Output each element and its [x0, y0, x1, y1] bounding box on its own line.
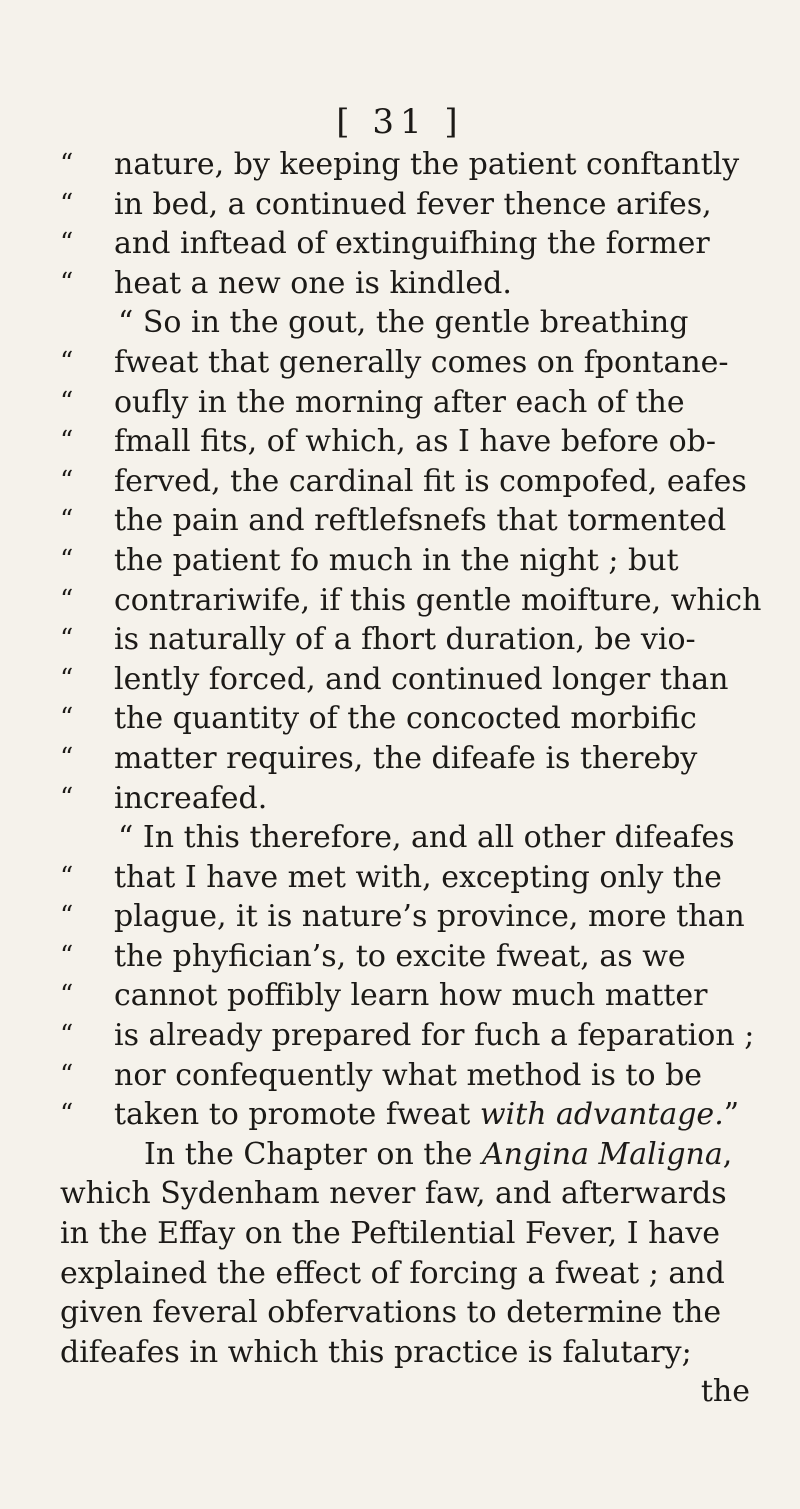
quote-mark: “ [60, 742, 74, 773]
text-line [60, 145, 750, 185]
quote-mark: “ [60, 624, 74, 655]
quote-mark: “ [60, 188, 74, 219]
text-segment: cannot poffibly learn how much matter [114, 978, 708, 1014]
text-line [60, 422, 750, 462]
text-line [60, 1174, 750, 1214]
italic-text: Angina Maligna [482, 1136, 723, 1172]
text-segment: taken to promote fweat [114, 1097, 480, 1133]
text-segment: explained the effect of forcing a fweat ; and [60, 1255, 725, 1291]
text-line [60, 779, 750, 819]
text-line [60, 383, 750, 423]
text-segment: fweat that generally comes on fpontane- [114, 344, 729, 380]
text-line [60, 1333, 750, 1373]
quote-mark: “ [60, 1020, 74, 1051]
text-line [60, 541, 750, 581]
text-segment: is naturally of a fhort duration, be vio- [114, 622, 696, 658]
quote-mark: “ [60, 782, 74, 813]
text-line [60, 620, 750, 660]
text-line [60, 224, 750, 264]
text-segment: in the Effay on the Peftilential Fever, I have [60, 1216, 721, 1252]
text-segment: is already prepared for fuch a feparation ; [114, 1018, 755, 1054]
quote-mark: “ [60, 1099, 74, 1130]
text-line [60, 1254, 750, 1294]
quote-mark: “ [60, 901, 74, 932]
quote-mark: “ [60, 980, 74, 1011]
text-line [60, 739, 750, 779]
text-segment: nor confequently what method is to be [114, 1057, 703, 1093]
text-segment: difeafes in which this practice is falutary; [60, 1334, 692, 1370]
text-segment: and inftead of extinguifhing the former [114, 226, 710, 262]
text-line [60, 1095, 750, 1135]
body-text [60, 145, 762, 1412]
text-line [60, 1214, 750, 1254]
quote-mark: “ [60, 505, 74, 536]
text-segment: nature, by keeping the patient conftantly [114, 147, 740, 182]
text-line [60, 501, 750, 541]
quote-mark: “ [60, 228, 74, 259]
text-line [60, 581, 762, 621]
text-segment: which Sydenham never faw, and afterwards [60, 1176, 727, 1212]
text-segment: given feveral obfervations to determine the [60, 1295, 722, 1331]
text-line [60, 1135, 750, 1175]
text-line [60, 897, 750, 937]
quote-mark: “ [60, 1059, 74, 1090]
text-segment: increafed. [114, 780, 268, 816]
text-segment: fmall fits, of which, as I have before ob- [114, 424, 716, 460]
text-segment: that I have met with, excepting only the [114, 859, 722, 895]
quote-mark: “ [60, 149, 74, 179]
quote-mark: “ [60, 267, 74, 298]
quote-mark: “ [60, 663, 74, 694]
page-number: [ 31 ] [336, 102, 464, 142]
text-segment: “ In this therefore, and all other difeafes [118, 820, 735, 856]
text-line [60, 1056, 750, 1096]
quote-mark: “ [60, 940, 74, 971]
quote-mark: “ [60, 465, 74, 496]
text-segment: ” [723, 1097, 740, 1133]
text-segment: the pain and reftlefsnefs that tormented [114, 503, 727, 539]
text-line [60, 1293, 750, 1333]
text-line [60, 858, 750, 898]
text-segment: ferved, the cardinal fit is compofed, eafes [114, 463, 747, 499]
text-segment: oufly in the morning after each of the [114, 384, 685, 420]
text-line [60, 1372, 750, 1412]
text-segment: plague, it is nature’s province, more than [114, 899, 745, 935]
quote-mark: “ [60, 861, 74, 892]
text-segment: heat a new one is kindled. [114, 265, 512, 301]
text-line [60, 462, 750, 502]
text-line [60, 303, 750, 343]
text-line [60, 699, 750, 739]
text-segment: lently forced, and continued longer than [114, 661, 729, 697]
text-line [60, 1016, 755, 1056]
text-segment: matter requires, the difeafe is thereby [114, 740, 698, 776]
text-segment: in bed, a continued fever thence arifes, [114, 186, 712, 222]
text-line [60, 937, 750, 977]
text-segment: contrariwife, if this gentle moifture, which [114, 582, 762, 618]
quote-mark: “ [60, 544, 74, 575]
text-line [60, 185, 750, 225]
text-line [60, 660, 750, 700]
quote-mark: “ [60, 703, 74, 734]
text-segment: the phyfician’s, to excite fweat, as we [114, 938, 686, 974]
quote-mark: “ [60, 584, 74, 615]
quote-mark: “ [60, 346, 74, 377]
italic-text: with advantage. [479, 1097, 724, 1133]
text-segment: the quantity of the concocted morbific [114, 701, 697, 737]
quote-mark: “ [60, 426, 74, 457]
text-segment: , [722, 1136, 733, 1172]
text-segment: “ So in the gout, the gentle breathing [118, 305, 689, 341]
text-line [60, 818, 750, 858]
text-line [60, 264, 750, 304]
text-segment: the patient fo much in the night ; but [114, 542, 679, 578]
text-segment: the [700, 1374, 750, 1410]
text-segment: In the Chapter on the [144, 1136, 483, 1172]
text-line [60, 976, 750, 1016]
text-line [60, 343, 750, 383]
quote-mark: “ [60, 386, 74, 417]
